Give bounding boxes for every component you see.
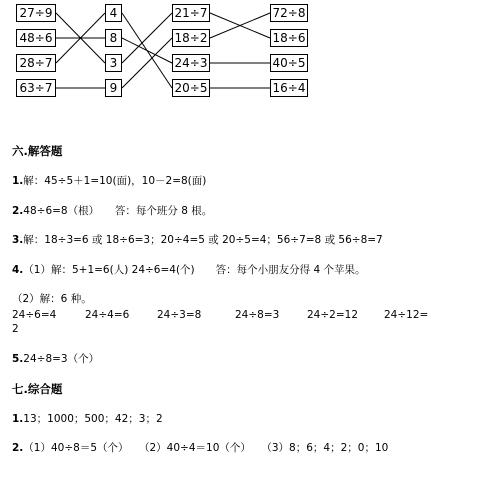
- expr-box: 18÷6: [270, 29, 308, 47]
- answer-line: [12, 412, 163, 426]
- question-number: 2.: [12, 442, 24, 454]
- expr-box: 16÷4: [270, 79, 308, 97]
- answer-text: 13；1000；500；42；3；2: [23, 413, 163, 425]
- expr-box: 63÷7: [16, 79, 56, 97]
- expr-box: 48÷6: [16, 29, 56, 47]
- equation: 24÷6=4: [12, 309, 57, 321]
- equation: 24÷2=12: [307, 309, 358, 321]
- number-box: 9: [105, 79, 122, 97]
- equation: 24÷3=8: [157, 309, 202, 321]
- answer-text: 48÷6=8（根） 答：每个班分 8 根。: [23, 205, 213, 217]
- question-number: 1.: [12, 175, 24, 187]
- number-box: 4: [105, 4, 122, 22]
- answer-line: [12, 441, 388, 455]
- matching-lines: [0, 0, 496, 110]
- equation-wrap: 2: [12, 323, 19, 335]
- expr-box: 27÷9: [16, 4, 56, 22]
- answer-text: 解：18÷3=6 或 18÷6=3；20÷4=5 或 20÷5=4；56÷7=8 或 56÷8=7: [23, 234, 383, 246]
- match-line: [122, 13, 172, 63]
- expr-box: 40÷5: [270, 54, 308, 72]
- equation: 24÷8=3: [235, 309, 280, 321]
- section6-title: 六.解答题: [12, 144, 63, 158]
- question-number: 5.: [12, 353, 24, 365]
- expr-box: 18÷2: [172, 29, 210, 47]
- expr-box: 20÷5: [172, 79, 210, 97]
- answer-text: （1）40÷8＝5（个） （2）40÷4＝10（个） （3）8；6；4；2；0；10: [23, 442, 389, 454]
- question-number: 3.: [12, 234, 24, 246]
- question-number: 4.: [12, 264, 24, 276]
- match-line: [122, 38, 172, 63]
- answer-text: 解：45÷5＋1=10(面)，10－2=8(面): [23, 175, 207, 187]
- expr-box: 24÷3: [172, 54, 210, 72]
- answer-line: [12, 233, 383, 247]
- section7-title: 七.综合题: [12, 382, 63, 396]
- number-box: 8: [105, 29, 122, 47]
- equation: 24÷12=: [384, 309, 429, 321]
- answer-line: [12, 352, 99, 366]
- answer-line: [12, 263, 366, 277]
- expr-box: 21÷7: [172, 4, 210, 22]
- number-box: 3: [105, 54, 122, 72]
- match-line: [122, 38, 172, 88]
- answer-subline: （2）解：6 种。: [12, 293, 92, 305]
- equation: 24÷4=6: [85, 309, 130, 321]
- answer-text: 24÷8=3（个）: [23, 353, 100, 365]
- question-number: 2.: [12, 205, 24, 217]
- answer-line: [12, 174, 206, 188]
- answer-text: （1）解：5+1=6(人) 24÷6=4(个) 答：每个小朋友分得 4 个苹果。: [23, 264, 366, 276]
- question-number: 1.: [12, 413, 24, 425]
- answer-line: [12, 204, 212, 218]
- expr-box: 72÷8: [270, 4, 308, 22]
- expr-box: 28÷7: [16, 54, 56, 72]
